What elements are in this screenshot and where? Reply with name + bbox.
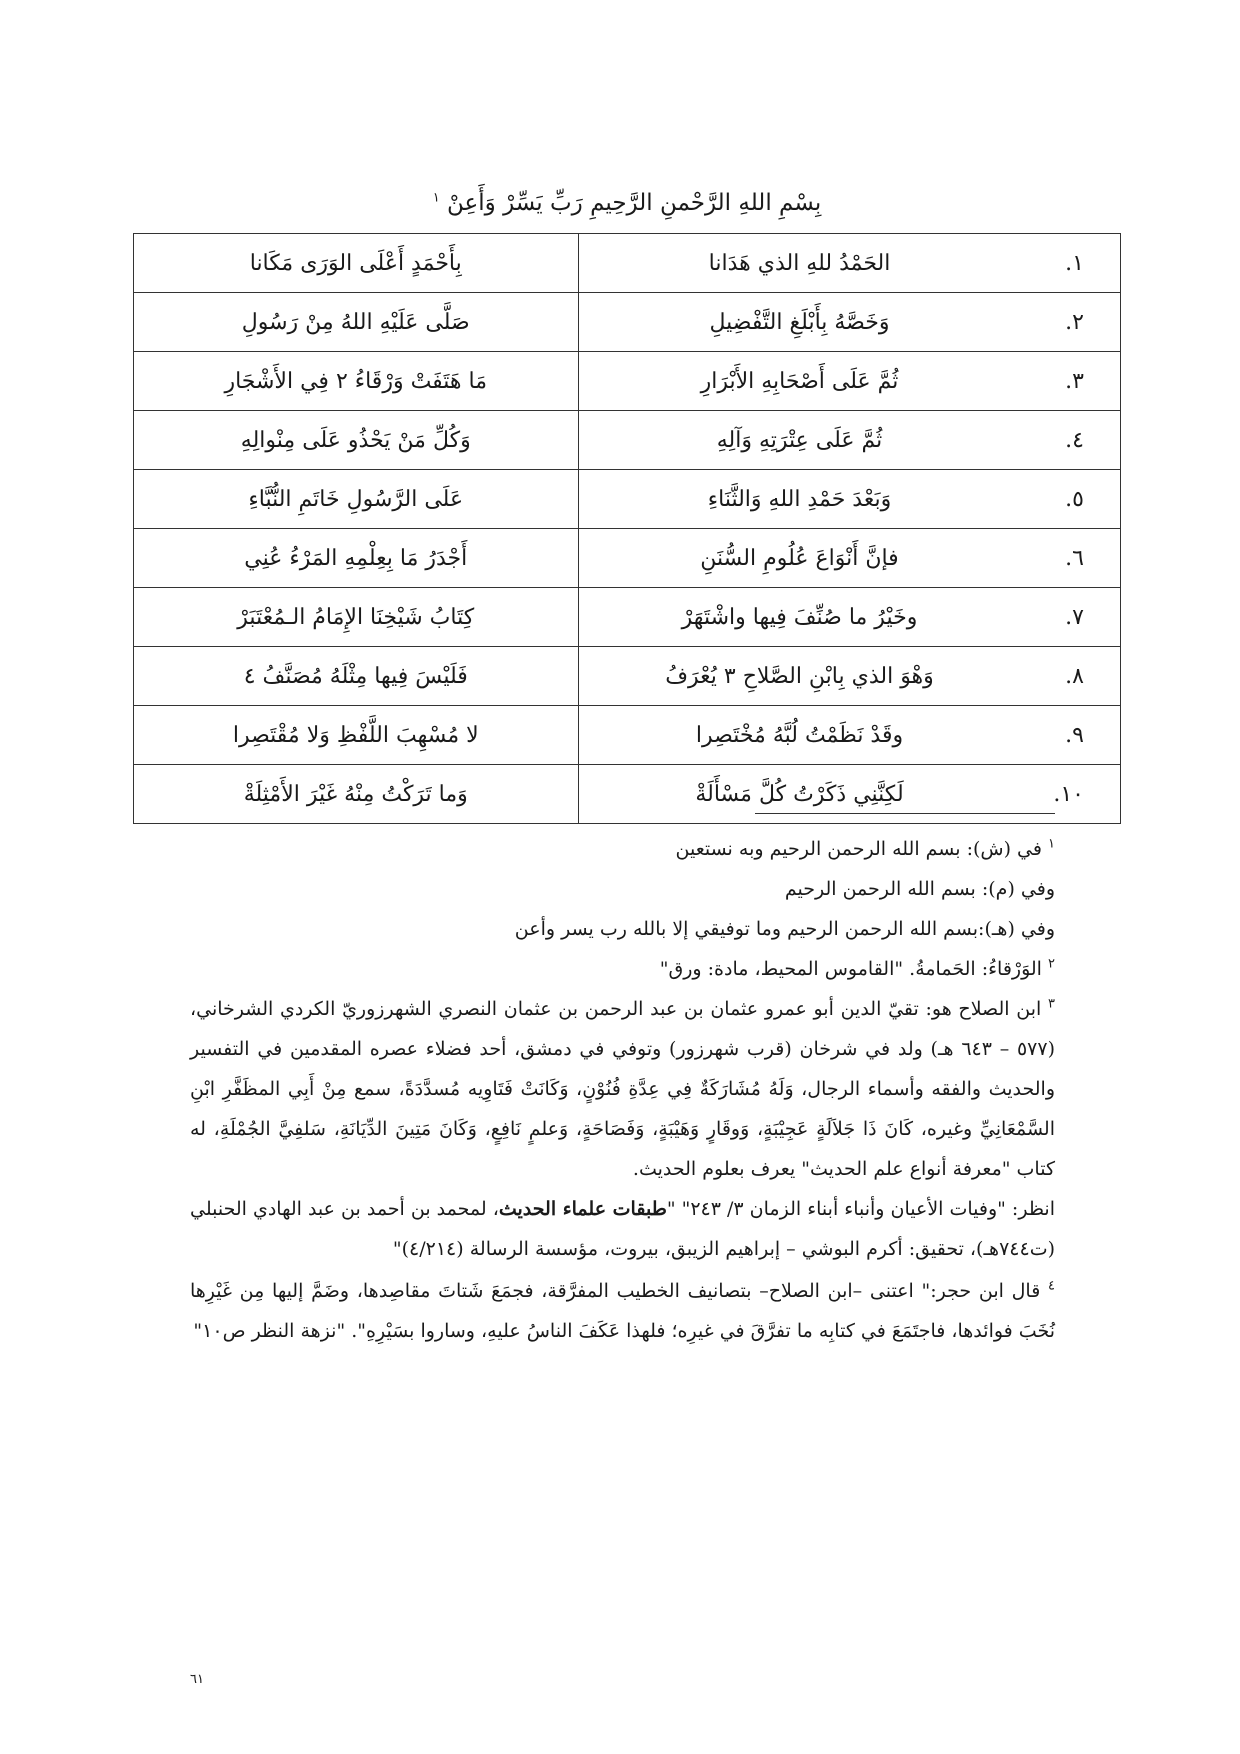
verses-table <box>133 233 1121 824</box>
verse-row <box>134 293 1121 352</box>
footnote-ref-1: ١ <box>432 190 440 206</box>
verse-second-hemistich: بِأَحْمَدٍ أَعْلَى الوَرَى مَكَانا <box>134 234 579 293</box>
basmala-text: بِسْمِ اللهِ الرَّحْمنِ الرَّحِيمِ رَبِّ يَسِّرْ وَأَعِنْ <box>447 190 822 216</box>
verse-first-hemistich: وقَدْ نَظَمْتُ لُبَّهُ مُخْتَصِرا <box>578 706 1021 765</box>
verse-number: ١. <box>1021 234 1121 293</box>
footnote-text: وفي (هـ):بسم الله الرحمن الرحيم وما توفيقي إلا بالله رب يسر وأعن <box>514 918 1055 940</box>
footnote-1-line-2 <box>190 869 1055 909</box>
verse-first-hemistich: فإنَّ أَنْوَاعَ عُلُومِ السُّنَنِ <box>578 529 1021 588</box>
verse-first-hemistich: ثُمَّ عَلَى أَصْحَابِهِ الأَبْرَارِ <box>578 352 1021 411</box>
verse-row <box>134 529 1121 588</box>
verse-second-hemistich: لا مُسْهِبَ اللَّفْظِ وَلا مُقْتَصِرا <box>134 706 579 765</box>
verse-row <box>134 234 1121 293</box>
verse-number: ٤. <box>1021 411 1121 470</box>
footnote-text: ابن الصلاح هو: تقيّ الدين أبو عمرو عثمان بن عبد الرحمن بن عثمان النصري الشهرزوريّ الكردي الشرخاني، (٥٧٧ – ٦٤٣ هـ) ولد في شرخان (قرب شهرزور) وتوفي في دمشق، أحد فضلاء عصره المقدمين في التفسير والحديث والفقه وأسماء الرجال، وَلَهُ مُشَارَكَةٌ فِي عِدَّةِ فُنُوْنٍ، وَكَانَتْ فَتَاوِيه مُسدَّدَةً، سمع مِنْ أَبِي المظَفَّرِ ابْنِ السَّمْعَانِيِّ وغيره، كَانَ ذَا جَلاَلَةٍ عَجِيْبَةٍ، وَوقَارٍ وَهَيْبَةٍ، وَفَصَاحَةٍ، وَعلمٍ نَافِعٍ، وَكَانَ مَتِينَ الدِّيَانَةِ، سَلفِيَّ الجُمْلَةِ، له كتاب "معرفة أنواع علم الحديث" يعرف بعلوم الحديث. <box>190 998 1055 1180</box>
verse-number: ٦. <box>1021 529 1121 588</box>
verse-second-hemistich: كِتَابُ شَيْخِنَا الإِمَامُ الـمُعْتَبَرْ <box>134 588 579 647</box>
footnote-text: في (ش): بسم الله الرحمن الرحيم وبه نستعين <box>675 838 1042 860</box>
verse-second-hemistich: مَا هَتَفَتْ وَرْقَاءُ ٢ فِي الأَشْجَارِ <box>134 352 579 411</box>
verse-first-hemistich: وَبَعْدَ حَمْدِ اللهِ وَالثَّنَاءِ <box>578 470 1021 529</box>
verse-second-hemistich: عَلَى الرَّسُولِ خَاتَمِ النُّبَّاءِ <box>134 470 579 529</box>
footnote-4 <box>190 1271 1055 1351</box>
footnotes-section <box>190 829 1055 1351</box>
footnote-text: انظر: "وفيات الأعيان وأنباء أبناء الزمان ٣/ ٢٤٣" " <box>666 1198 1055 1220</box>
verse-row <box>134 411 1121 470</box>
footnote-text: وفي (م): بسم الله الرحمن الرحيم <box>784 878 1055 900</box>
verse-number: ٣. <box>1021 352 1121 411</box>
verse-first-hemistich: وَهْوَ الذي بِابْنِ الصَّلاحِ ٣ يُعْرَفُ <box>578 647 1021 706</box>
verse-row <box>134 706 1121 765</box>
verse-first-hemistich: ثُمَّ عَلَى عِتْرَتِهِ وَآلِهِ <box>578 411 1021 470</box>
verse-row <box>134 765 1121 824</box>
verse-number: ١٠. <box>1021 765 1121 824</box>
verse-number: ٢. <box>1021 293 1121 352</box>
footnote-bold-title: طبقات علماء الحديث <box>498 1198 667 1220</box>
verse-first-hemistich: الحَمْدُ للهِ الذي هَدَانا <box>578 234 1021 293</box>
verse-second-hemistich: فَلَيْسَ فِيها مِثْلَهُ مُصَنَّفُ ٤ <box>134 647 579 706</box>
footnote-separator <box>755 813 1055 814</box>
footnote-2 <box>190 949 1055 989</box>
footnote-mark: ٣ <box>1048 996 1055 1012</box>
verse-number: ٥. <box>1021 470 1121 529</box>
page-number: ٦١ <box>190 1672 204 1687</box>
footnote-text: الوَرْقاءُ: الحَمامةُ. "القاموس المحيط، مادة: ورق" <box>659 958 1042 980</box>
verse-first-hemistich: وَخَصَّهُ بِأَبْلَغِ التَّفْضِيلِ <box>578 293 1021 352</box>
footnote-mark: ٤ <box>1048 1278 1055 1294</box>
footnote-3-reference <box>190 1189 1055 1269</box>
verse-row <box>134 588 1121 647</box>
footnote-mark: ٢ <box>1048 956 1055 972</box>
footnote-text: ، لمحمد بن أحمد بن عبد الهادي الحنبلي (ت٧٤٤هـ)، تحقيق: أكرم البوشي – إبراهيم الزيبق، بيروت، مؤسسة الرسالة (٤/٢١٤)" <box>190 1198 1055 1260</box>
verse-number: ٩. <box>1021 706 1121 765</box>
verse-first-hemistich: لَكِنَّنِي ذَكَرْتُ كُلَّ مَسْأَلَةْ <box>578 765 1021 824</box>
footnote-text: قال ابن حجر:" اعتنى –ابن الصلاح– بتصانيف الخطيب المفرَّقة، فجمَعَ شَتاتَ مقاصِدها، وضَمَّ إليها مِن غَيْرِها نُخَبَ فوائدها، فاجتَمَعَ في كتابِه ما تفرَّقَ في غيرِه؛ فلهذا عَكَفَ الناسُ عليهِ، وساروا بسَيْرِهِ". "نزهة النظر ص١٠" <box>190 1280 1055 1342</box>
footnote-3 <box>190 989 1055 1189</box>
verse-second-hemistich: وَما تَرَكْتُ مِنْهُ غَيْرَ الأَمْثِلَةْ <box>134 765 579 824</box>
verse-row <box>134 470 1121 529</box>
verse-row <box>134 647 1121 706</box>
verse-second-hemistich: وَكُلِّ مَنْ يَحْذُو عَلَى مِنْوالِهِ <box>134 411 579 470</box>
footnote-1 <box>190 829 1055 869</box>
footnote-mark: ١ <box>1048 836 1055 852</box>
verse-number: ٧. <box>1021 588 1121 647</box>
verse-second-hemistich: أَجْدَرُ مَا بِعِلْمِهِ المَرْءُ عُنِي <box>134 529 579 588</box>
verse-row <box>134 352 1121 411</box>
verse-first-hemistich: وخَيْرُ ما صُنِّفَ فِيها واشْتَهَرْ <box>578 588 1021 647</box>
verse-second-hemistich: صَلَّى عَلَيْهِ اللهُ مِنْ رَسُولِ <box>134 293 579 352</box>
basmala-heading <box>133 188 1121 218</box>
verse-number: ٨. <box>1021 647 1121 706</box>
footnote-1-line-3 <box>190 909 1055 949</box>
